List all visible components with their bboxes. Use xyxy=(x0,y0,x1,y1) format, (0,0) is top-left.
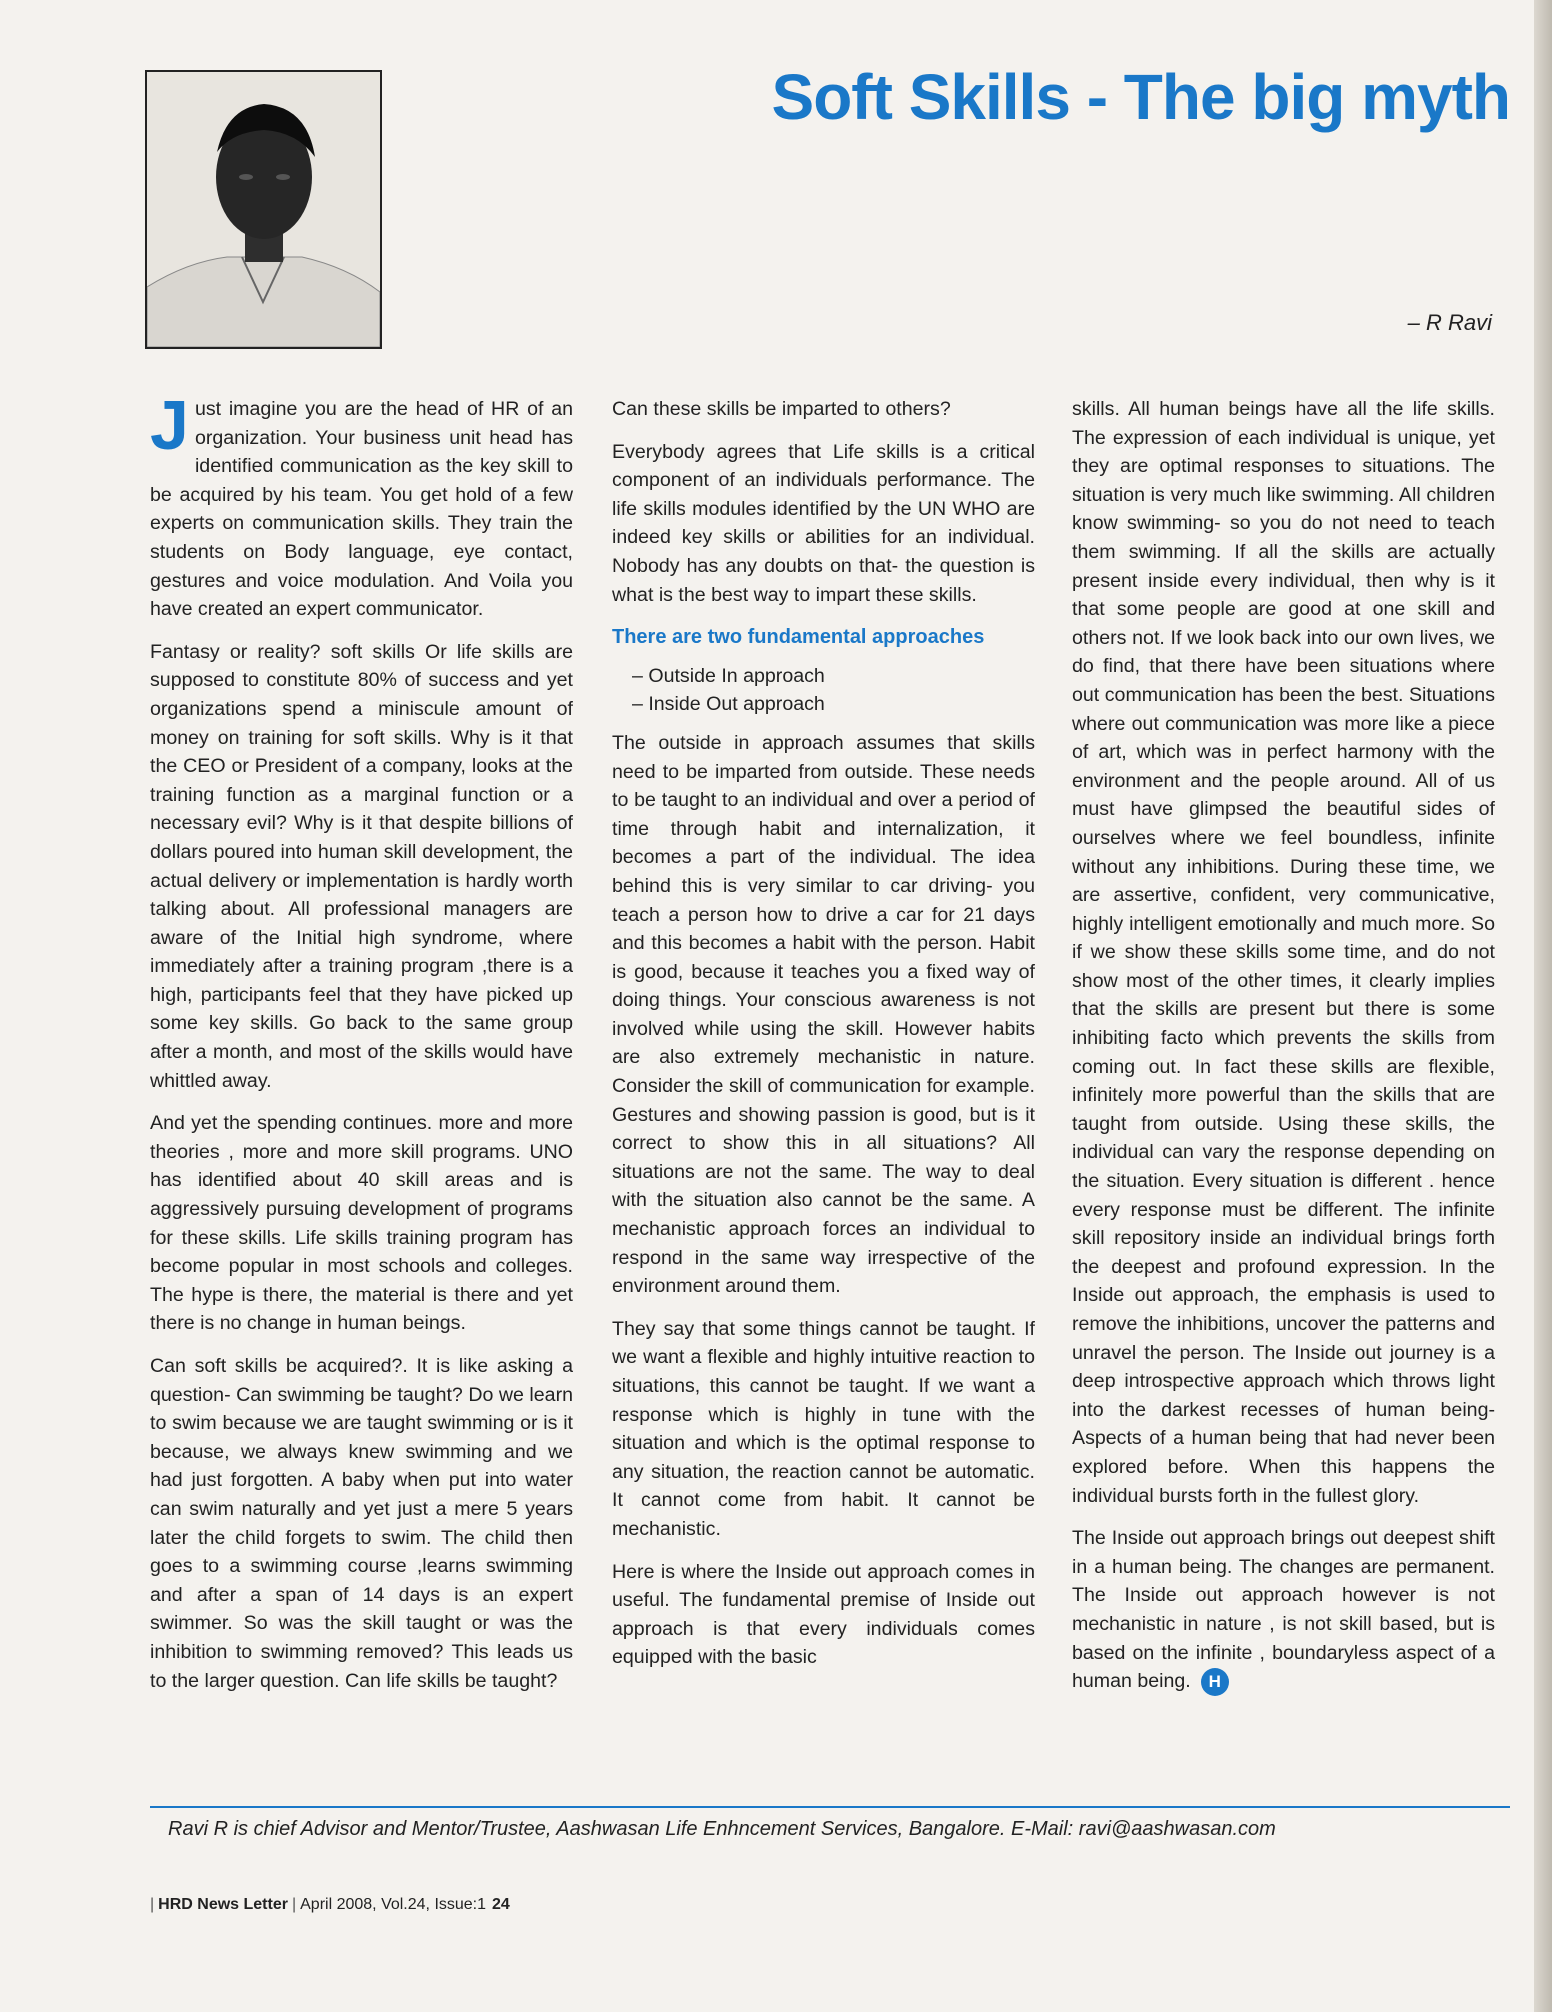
paragraph xyxy=(1072,1524,1495,1696)
paragraph: The outside in approach assumes that skills need to be imparted from outside. These needs to be taught to an individual and over a period of time through habit and internalization, it becomes a part of the individual. The idea behind this is very similar to car driving- you teach a person how to drive a car for 21 days and this becomes a habit with the person. Habit is good, because it teaches you a fixed way of doing things. Your conscious awareness is not involved while using the skill. However habits are also extremely mechanistic in nature. Consider the skill of communication for example. Gestures and showing passion is good, but is it correct to show this in all situations? All situations are not the same. The way to deal with the situation also cannot be the same. A mechanistic approach forces an individual to respond in the same way irrespective of the environment around them. xyxy=(612,731,1035,1298)
separator: | xyxy=(150,1896,155,1913)
paragraph xyxy=(150,386,573,624)
paragraph: Can soft skills be acquired?. It is like asking a question- Can swimming be taught? Do we learn to swim because we are taught swimming or is it because, we always knew swimming and we had just forgotten. A baby when put into water can swim naturally and yet just a mere 5 years later the child forgets to swim. The child then goes to a swimming course ,learns swimming and after a span of 14 days is an expert swimmer. So was the skill taught or was the inhibition to swimming removed? This leads us to the larger question. Can life skills be taught? xyxy=(150,1355,573,1692)
footer-rule xyxy=(150,1806,1510,1808)
paragraph: They say that some things cannot be taught. If we want a flexible and highly intuitive reaction to situations, this cannot be taught. If we want a response which is highly in tune with the situation and which is the optimal response to any situation, the reaction cannot be automatic. It cannot come from habit. It cannot be mechanistic. xyxy=(612,1317,1035,1540)
publication-name: HRD News Letter xyxy=(158,1896,288,1913)
page-footer xyxy=(146,1896,510,1914)
paragraph: Fantasy or reality? soft skills Or life skills are supposed to constitute 80% of success and yet organizations spend a miniscule amount of money on training for soft skills. Why is it that the CEO or President of a company, looks at the training function as a marginal function or a necessary evil? Why is it that despite billions of dollars poured into human skill development, the actual delivery or implementation is hardly worth talking about. All professional managers are aware of the Initial high syndrome, where immediately after a training program ,there is a high, participants feel that they have picked up some key skills. Go back to the same group after a month, and most of the skills would have whittled away. xyxy=(150,640,573,1092)
page-number: 24 xyxy=(492,1896,510,1913)
paragraph: skills. All human beings have all the life skills. The expression of each individual is unique, yet they are optimal responses to situations. The situation is very much like swimming. All children know swimming- so you do not need to teach them swimming. If all the skills are actually present inside every individual, then why is it that some people are good at one skill and others not. If we look back into our own lives, we do find, that there have been situations where out communication has been the best. Situations where out communication was more like a piece of art, which was in perfect harmony with the environment and the people around. All of us must have glimpsed the beautiful sides of ourselves where we feel boundless, infinite without any inhibitions. During these time, we are assertive, confident, very communicative, highly intelligent emotionally and much more. So if we show these skills some time, and do not show most of the other times, it clearly implies that the skills are present but there is some inhibiting facto which prevents the skills from coming out. In fact these skills are flexible, infinitely more powerful than the skills that are taught from outside. Using these skills, the individual can vary the response depending on the situation. Every situation is different . hence every response must be different. The infinite skill repository inside an individual brings forth the deepest and profound expression. In the Inside out approach, the emphasis is used to remove the inhibitions, uncover the patterns and unravel the person. The Inside out journey is a deep introspective approach which throws light into the darkest recesses of human being- Aspects of a human being that had never been explored before. When this happens the individual bursts forth in the fullest glory. xyxy=(1072,398,1495,1507)
author-note: Ravi R is chief Advisor and Mentor/Trustee, Aashwasan Life Enhncement Services, Bangalore. E-Mail: ravi@aashwasan.com xyxy=(168,1818,1276,1840)
column-2 xyxy=(612,395,1035,1686)
issue-info: April 2008, Vol.24, Issue:1 xyxy=(300,1896,487,1913)
paragraph: Everybody agrees that Life skills is a critical component of an individuals performance. The life skills modules identified by the UN WHO are indeed key skills or abilities for an individual. Nobody has any doubts on that- the question is what is the best way to impart these skills. xyxy=(612,440,1035,606)
paragraph-text: The Inside out approach brings out deepest shift in a human being. The changes are permanent. The Inside out approach however is not mechanistic in nature , is not skill based, but is based on the infinite , boundaryless aspect of a human being. xyxy=(1072,1527,1495,1693)
column-1 xyxy=(150,386,573,1709)
paragraph-text: ust imagine you are the head of HR of an organization. Your business unit head has identified communication as the key skill to be acquired by his team. You get hold of a few experts on communication skills. They train the students on Body language, eye contact, gestures and voice modulation. And Voila you have created an expert communicator. xyxy=(150,398,573,621)
paragraph: Can these skills be imparted to others? xyxy=(612,398,951,420)
approach-list xyxy=(632,662,1035,719)
end-of-article-icon: H xyxy=(1201,1668,1229,1696)
drop-cap: J xyxy=(150,386,189,464)
list-item: – Inside Out approach xyxy=(632,690,1035,719)
page-edge xyxy=(1534,0,1552,2012)
paragraph: Here is where the Inside out approach comes in useful. The fundamental premise of Inside out approach is that every individuals comes equipped with the basic xyxy=(612,1560,1035,1669)
paragraph: And yet the spending continues. more and more theories , more and more skill programs. UNO has identified about 40 skill areas and is aggressively pursuing development of programs for these skills. Life skills training program has become popular in most schools and colleges. The hype is there, the material is there and yet there is no change in human beings. xyxy=(150,1112,573,1335)
author-byline: – R Ravi xyxy=(1407,310,1492,335)
list-item: – Outside In approach xyxy=(632,662,1035,691)
column-3 xyxy=(1072,395,1495,1710)
article-title: Soft Skills - The big myth xyxy=(771,61,1510,133)
separator: | xyxy=(291,1896,297,1913)
section-subheading: There are two fundamental approaches xyxy=(612,626,985,649)
author-photo xyxy=(145,70,382,349)
